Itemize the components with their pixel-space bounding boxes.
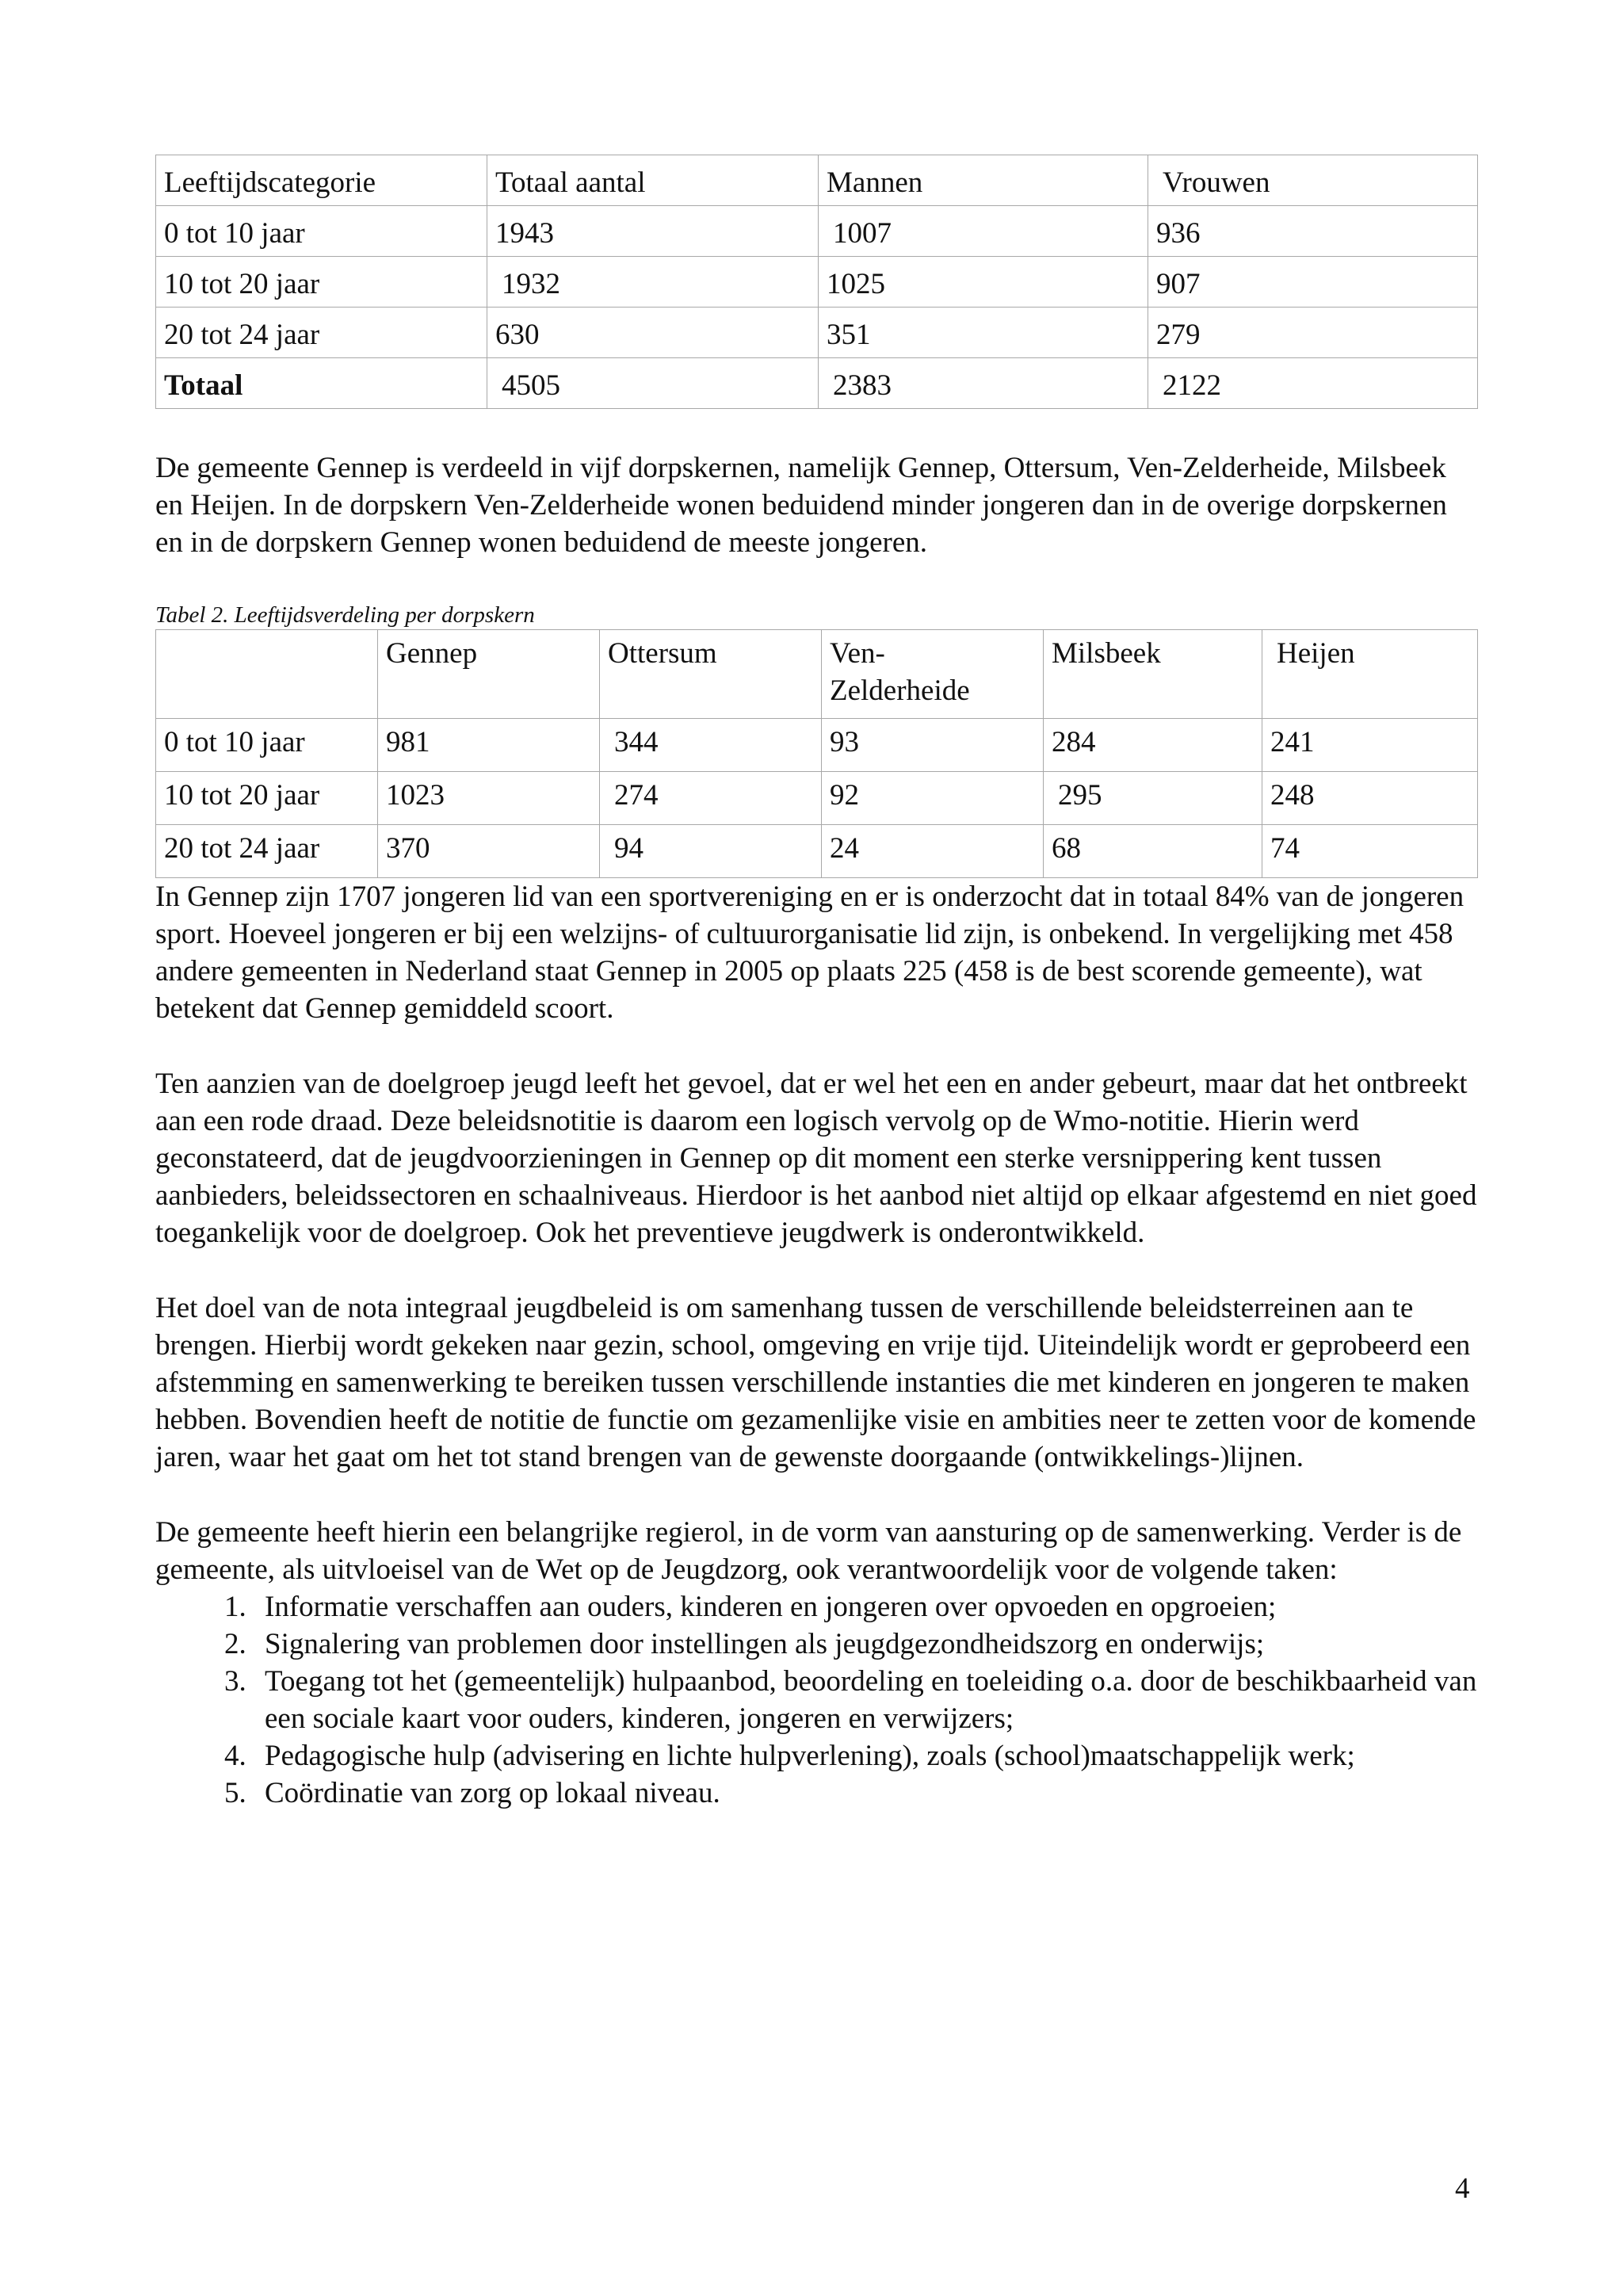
table-cell: 0 tot 10 jaar (156, 719, 378, 772)
table-cell: 20 tot 24 jaar (156, 308, 487, 358)
table-cell: 2122 (1148, 358, 1478, 409)
table-cell: 24 (822, 825, 1044, 878)
table-cell: 10 tot 20 jaar (156, 257, 487, 308)
paragraph: Het doel van de nota integraal jeugdbeleid is om samenhang tussen de verschillende beleidsterreinen aan te brengen. Hierbij wordt gekeken naar gezin, school, omgeving en vrije tijd. Uiteindelijk wordt er geprobeerd een afstemming en samenwerking te bereiken tussen verschillende instanties die met kinderen en jongeren te maken hebben. Bovendien heeft de notitie de functie om gezamenlijke visie en ambities neer te zetten voor de komende jaren, waar het gaat om het tot stand brengen van de gewenste doorgaande (ontwikkelings-)lijnen. (155, 1292, 1476, 1473)
paragraph: Ten aanzien van de doelgroep jeugd leeft het gevoel, dat er wel het een en ander gebeurt, maar dat het ontbreekt aan een rode draad. Deze beleidsnotitie is daarom een logisch vervolg op de Wmo-notitie. Hierin werd geconstateerd, dat de jeugdvoorzieningen in Gennep op dit moment een sterke versnippering kent tussen aanbieders, beleidssectoren en schaalniveaus. Hierdoor is het aanbod niet altijd op elkaar afgestemd en niet goed toegankelijk voor de doelgroep. Ook het preventieve jeugdwerk is onderontwikkeld. (155, 1068, 1477, 1249)
table-cell: 907 (1148, 257, 1478, 308)
table-cell: 1025 (819, 257, 1148, 308)
village-age-table (155, 629, 1478, 878)
table-cell: Totaal (156, 358, 487, 409)
table-cell: 284 (1044, 719, 1262, 772)
table-cell: 981 (378, 719, 600, 772)
table-header-cell: Vrouwen (1148, 155, 1478, 206)
table-header-cell: Milsbeek (1044, 630, 1262, 719)
table-cell: 344 (600, 719, 822, 772)
table-cell: 94 (600, 825, 822, 878)
table-cell: 2383 (819, 358, 1148, 409)
list-item: 3. Toegang tot het (gemeentelijk) hulpaanbod, beoordeling en toeleiding o.a. door de beschikbaarheid van een sociale kaart voor ouders, kinderen, jongeren en verwijzers; (254, 1663, 1477, 1737)
table-cell: 1023 (378, 772, 600, 825)
page-number: 4 (1455, 2172, 1470, 2205)
document-page (155, 155, 1477, 1812)
table-header-cell: Leeftijdscategorie (156, 155, 487, 206)
table-cell: 93 (822, 719, 1044, 772)
table-cell: 279 (1148, 308, 1478, 358)
paragraph: De gemeente Gennep is verdeeld in vijf dorpskernen, namelijk Gennep, Ottersum, Ven-Zelderheide, Milsbeek en Heijen. In de dorpskern Ven-Zelderheide wonen beduidend minder jongeren dan in de overige dorpskernen en in de dorpskern Gennep wonen beduidend de meeste jongeren. (155, 452, 1447, 559)
table-header-cell: Ven-Zelderheide (822, 630, 1044, 719)
table-cell: 0 tot 10 jaar (156, 206, 487, 257)
table-cell: 630 (487, 308, 819, 358)
table-cell: 74 (1262, 825, 1478, 878)
table-header-row (156, 155, 1478, 206)
table-cell: 295 (1044, 772, 1262, 825)
list-item: 2. Signalering van problemen door instellingen als jeugdgezondheidszorg en onderwijs; (254, 1626, 1477, 1663)
table-row (156, 772, 1478, 825)
paragraph: In Gennep zijn 1707 jongeren lid van een sportvereniging en er is onderzocht dat in totaal 84% van de jongeren sport. Hoeveel jongeren er bij een welzijns- of cultuurorganisatie lid zijn, is onbekend. In vergelijking met 458 andere gemeenten in Nederland staat Gennep in 2005 op plaats 225 (458 is de best scorende gemeente), wat betekent dat Gennep gemiddeld scoort. (155, 881, 1465, 1025)
table-cell: 10 tot 20 jaar (156, 772, 378, 825)
table-cell: 68 (1044, 825, 1262, 878)
table-cell: 241 (1262, 719, 1478, 772)
table-row (156, 257, 1478, 308)
list-item: 1. Informatie verschaffen aan ouders, kinderen en jongeren over opvoeden en opgroeien; (254, 1588, 1477, 1626)
table-header-cell: Mannen (819, 155, 1148, 206)
table-row (156, 308, 1478, 358)
task-list (155, 1588, 1477, 1812)
table-header-cell: Totaal aantal (487, 155, 819, 206)
table-cell: 4505 (487, 358, 819, 409)
list-item: 4. Pedagogische hulp (advisering en lichte hulpverlening), zoals (school)maatschappelijk werk; (254, 1737, 1477, 1775)
table-caption: Tabel 2. Leeftijdsverdeling per dorpskern (155, 602, 535, 628)
age-category-table (155, 155, 1478, 409)
table-cell: 1932 (487, 257, 819, 308)
table-row (156, 825, 1478, 878)
table-cell: 20 tot 24 jaar (156, 825, 378, 878)
paragraph: De gemeente heeft hierin een belangrijke regierol, in de vorm van aansturing op de samenwerking. Verder is de gemeente, als uitvloeisel van de Wet op de Jeugdzorg, ook verantwoordelijk voor de volgende taken: (155, 1516, 1462, 1586)
table-row (156, 719, 1478, 772)
table-header-cell: Ottersum (600, 630, 822, 719)
table-cell: 936 (1148, 206, 1478, 257)
table-header-cell: Gennep (378, 630, 600, 719)
table-row (156, 206, 1478, 257)
table-header-row (156, 630, 1478, 719)
table-cell: 370 (378, 825, 600, 878)
table-total-row (156, 358, 1478, 409)
table-cell: 92 (822, 772, 1044, 825)
table-header-cell (156, 630, 378, 719)
table-cell: 1943 (487, 206, 819, 257)
table-cell: 351 (819, 308, 1148, 358)
table-header-cell: Heijen (1262, 630, 1478, 719)
list-item: 5. Coördinatie van zorg op lokaal niveau. (254, 1775, 1477, 1812)
table-cell: 248 (1262, 772, 1478, 825)
table-cell: 1007 (819, 206, 1148, 257)
table-cell: 274 (600, 772, 822, 825)
